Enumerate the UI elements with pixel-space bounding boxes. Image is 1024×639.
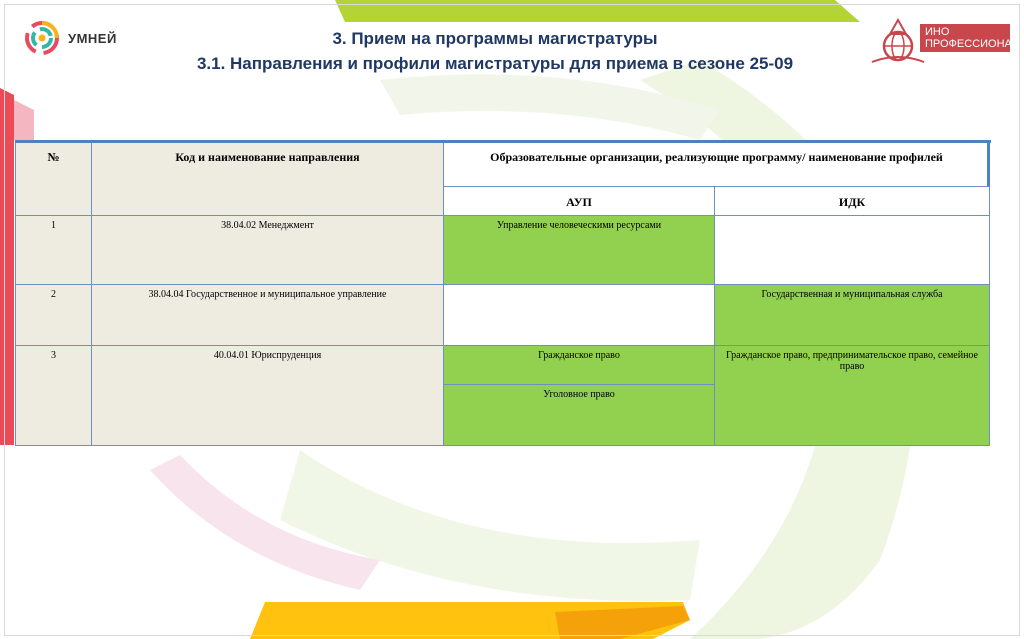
table-top-border <box>15 140 991 143</box>
programs-table <box>15 141 990 446</box>
row-aup: Гражданское право <box>444 346 715 385</box>
header-aup: АУП <box>444 187 715 216</box>
header-num: № <box>16 142 92 216</box>
row-num: 3 <box>16 346 92 446</box>
row-aup: Управление человеческими ресурсами <box>444 216 715 285</box>
row-code: 38.04.02 Менеджмент <box>92 216 444 285</box>
table-row <box>16 285 990 346</box>
ino-badge-line1: ИНО <box>925 26 950 38</box>
header-orgs: Образовательные организации, реализующие программу/ наименование профилей <box>444 142 990 187</box>
ino-professional-badge <box>920 24 1020 52</box>
table-row <box>16 216 990 285</box>
ino-professional-logo <box>868 16 1018 68</box>
header-idk: ИДК <box>715 187 990 216</box>
header-code: Код и наименование направления <box>92 142 444 216</box>
slide-title: 3. Прием на программы магистратуры <box>332 29 658 48</box>
table-row <box>16 346 990 385</box>
row-idk: Гражданское право, предпринимательское право, семейное право <box>715 346 990 446</box>
row-aup-second: Уголовное право <box>444 385 715 446</box>
row-code: 38.04.04 Государственное и муниципальное управление <box>92 285 444 346</box>
row-idk <box>715 216 990 285</box>
row-num: 1 <box>16 216 92 285</box>
row-aup <box>444 285 715 346</box>
umney-logo <box>22 18 132 58</box>
row-idk: Государственная и муниципальная служба <box>715 285 990 346</box>
table-header-right-border <box>987 140 990 186</box>
row-code: 40.04.01 Юриспруденция <box>92 346 444 446</box>
row-num: 2 <box>16 285 92 346</box>
slide-subtitle: 3.1. Направления и профили магистратуры для приема в сезоне 25-09 <box>196 54 794 73</box>
umney-brand-text: УМНЕЙ <box>68 30 117 46</box>
ino-badge-line2: ПРОФЕССИОНАЛ <box>925 38 1020 50</box>
umney-logo-icon <box>22 18 62 58</box>
globe-icon <box>868 16 928 68</box>
slide-titles <box>150 28 840 76</box>
